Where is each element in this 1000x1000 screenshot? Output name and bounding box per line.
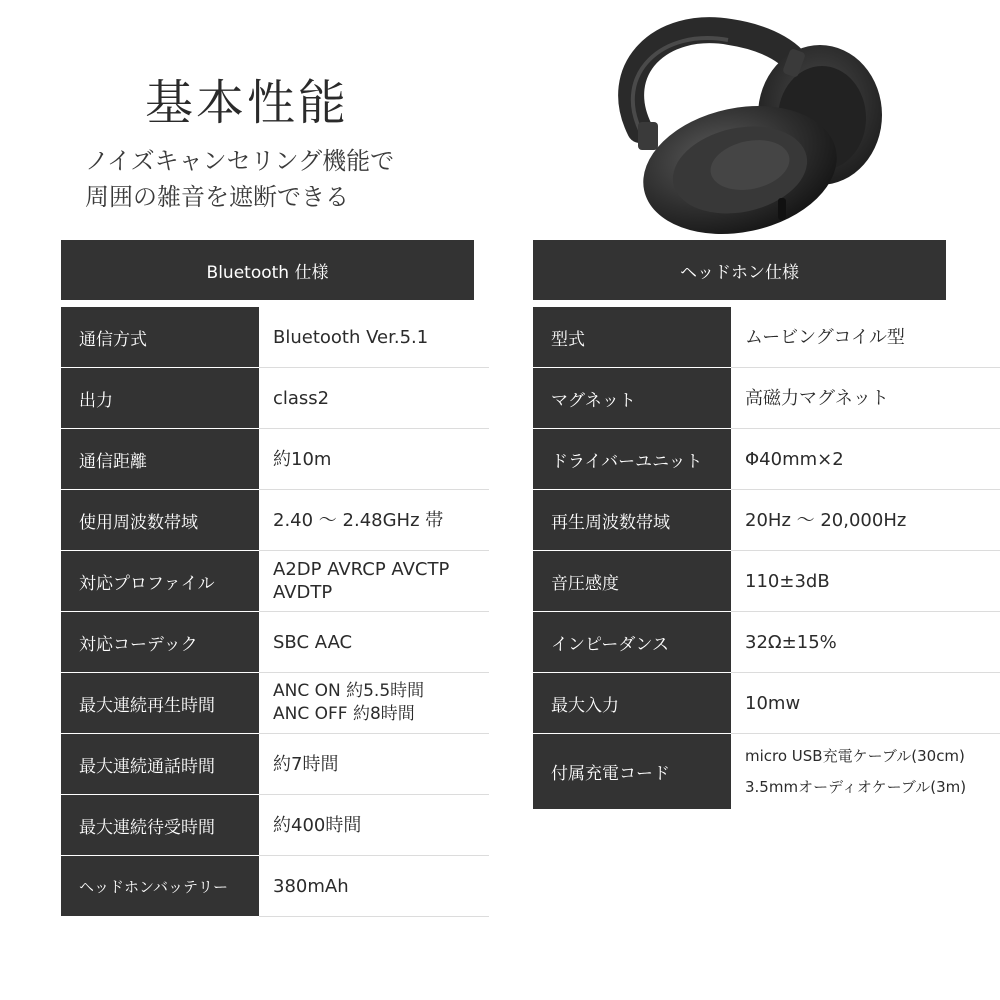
subtitle-line: ノイズキャンセリング機能で	[85, 147, 395, 175]
spec-key: 型式	[533, 307, 731, 368]
table-row	[533, 368, 1000, 429]
spec-value: 110±3dB	[731, 551, 1000, 612]
spec-key: 対応プロファイル	[61, 551, 259, 612]
spec-value: Bluetooth Ver.5.1	[259, 307, 489, 368]
spec-value: 20Hz ～ 20,000Hz	[731, 490, 1000, 551]
spec-value: A2DP AVRCP AVCTP AVDTP	[259, 551, 489, 612]
spec-key: 最大入力	[533, 673, 731, 734]
spec-value: 10mw	[731, 673, 1000, 734]
table-row	[61, 856, 501, 917]
spec-key: 最大連続再生時間	[61, 673, 259, 734]
spec-key: 最大連続通話時間	[61, 734, 259, 795]
table-row	[61, 673, 501, 734]
spec-value: 高磁力マグネット	[731, 368, 1000, 429]
table-row	[533, 612, 1000, 673]
bluetooth-spec-table	[61, 240, 501, 917]
table-row	[533, 307, 1000, 368]
spec-key: ドライバーユニット	[533, 429, 731, 490]
table-row	[61, 307, 501, 368]
spec-key: 再生周波数帯域	[533, 490, 731, 551]
spec-value: micro USB充電ケーブル(30cm) 3.5mmオーディオケーブル(3m)	[745, 747, 967, 796]
headphone-spec-header: ヘッドホン仕様	[533, 240, 946, 300]
spec-key: 使用周波数帯域	[61, 490, 259, 551]
table-row	[533, 734, 1000, 810]
bluetooth-spec-header: Bluetooth 仕様	[61, 240, 474, 300]
page-title: 基本性能	[145, 75, 350, 131]
spec-value: 約10m	[259, 429, 489, 490]
table-row	[61, 551, 501, 612]
table-row	[61, 368, 501, 429]
table-row	[533, 429, 1000, 490]
spec-key: 通信方式	[61, 307, 259, 368]
table-row	[61, 734, 501, 795]
subtitle-line: 周囲の雑音を遮断できる	[85, 183, 349, 211]
table-row	[533, 490, 1000, 551]
spec-key: 音圧感度	[533, 551, 731, 612]
spec-value: 380mAh	[259, 856, 489, 917]
spec-value: 約7時間	[259, 734, 489, 795]
spec-value: 2.40 ～ 2.48GHz 帯	[259, 490, 489, 551]
spec-value: ANC ON 約5.5時間 ANC OFF 約8時間	[259, 673, 489, 734]
spec-key: 付属充電コード	[533, 734, 731, 810]
spec-value: SBC AAC	[259, 612, 489, 673]
table-row	[61, 429, 501, 490]
spec-value: Φ40mm×2	[731, 429, 1000, 490]
spec-key: マグネット	[533, 368, 731, 429]
table-row	[61, 612, 501, 673]
table-row	[533, 551, 1000, 612]
spec-key: インピーダンス	[533, 612, 731, 673]
spec-value: 約400時間	[259, 795, 489, 856]
spec-value: 32Ω±15%	[731, 612, 1000, 673]
spec-key: ヘッドホンバッテリー	[61, 856, 259, 917]
spec-key: 対応コーデック	[61, 612, 259, 673]
spec-value: class2	[259, 368, 489, 429]
headphone-spec-table	[533, 240, 1000, 810]
table-row	[61, 795, 501, 856]
spec-key: 出力	[61, 368, 259, 429]
spec-value: ムービングコイル型	[731, 307, 1000, 368]
headphones-icon	[600, 10, 900, 240]
spec-key: 最大連続待受時間	[61, 795, 259, 856]
table-row	[61, 490, 501, 551]
page-subtitle	[85, 143, 394, 215]
table-row	[533, 673, 1000, 734]
spec-key: 通信距離	[61, 429, 259, 490]
